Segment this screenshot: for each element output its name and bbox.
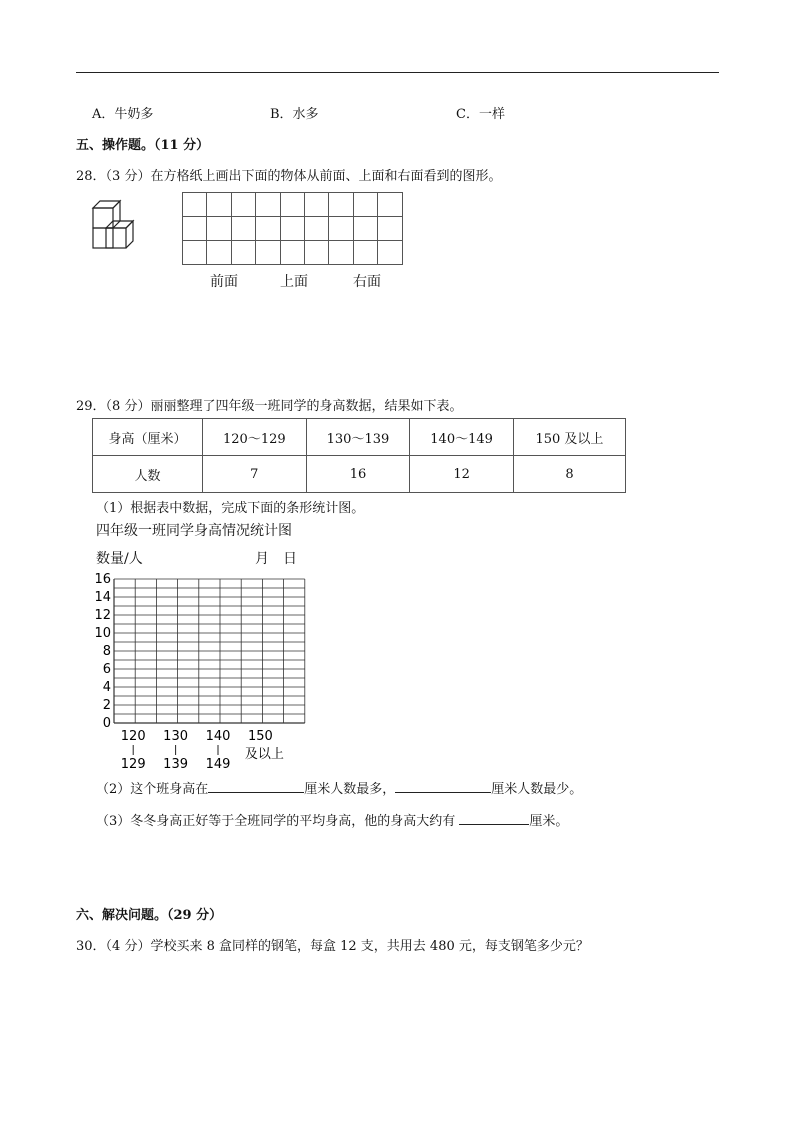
x-tick-label-bottom: 139 <box>163 757 189 772</box>
x-tick-label-top: 150 <box>247 729 273 744</box>
y-tick-label: 2 <box>102 698 111 713</box>
table-cell: 130～139 <box>306 419 410 456</box>
y-tick-label: 16 <box>94 572 111 587</box>
option-a: A．牛奶多 <box>92 107 154 122</box>
x-tick-label-top: 120 <box>120 729 146 744</box>
q30-text: 30．（4 分）学校买来 8 盒同样的钢笔，每盒 12 支，共用去 480 元，每支钢笔多少元？ <box>76 939 589 954</box>
q29-sub1: （1）根据表中数据，完成下面的条形统计图。 <box>96 501 365 516</box>
y-axis-unit: 数量/人 <box>96 551 143 567</box>
table-cell: 120～129 <box>203 419 307 456</box>
date-field: 月 日 <box>255 551 297 567</box>
y-tick-label: 6 <box>102 662 111 677</box>
table-cell: 150 及以上 <box>513 419 625 456</box>
answer-blank-average[interactable] <box>459 812 529 825</box>
table-cell: 7 <box>203 456 307 493</box>
table-row <box>93 419 626 456</box>
answer-blank-most[interactable] <box>208 780 304 793</box>
q29-text: 29．（8 分）丽丽整理了四年级一班同学的身高数据，结果如下表。 <box>76 399 463 414</box>
table-cell: 140～149 <box>410 419 514 456</box>
section-5-heading: 五、操作题。（11 分） <box>76 138 210 153</box>
table-cell: 12 <box>410 456 514 493</box>
sub3-part-a: （3）冬冬身高正好等于全班同学的平均身高，他的身高大约有 <box>96 814 456 829</box>
sub3-part-b: 厘米。 <box>529 814 569 829</box>
table-cell: 8 <box>513 456 625 493</box>
x-tick-label-bottom: 129 <box>120 757 146 772</box>
y-tick-label: 10 <box>94 626 111 641</box>
section-6-heading: 六、解决问题。（29 分） <box>76 908 223 923</box>
option-b: B．水多 <box>270 107 319 122</box>
x-tick-label-top: 140 <box>205 729 231 744</box>
top-rule <box>76 72 719 73</box>
view-label-top: 上面 <box>280 274 308 290</box>
option-c: C．一样 <box>456 107 505 122</box>
y-tick-label: 8 <box>102 644 111 659</box>
y-tick-label: 4 <box>102 680 111 695</box>
y-tick-label: 14 <box>94 590 111 605</box>
q29-sub3 <box>96 810 568 829</box>
bar-chart[interactable] <box>86 570 316 780</box>
y-tick-label: 0 <box>102 716 111 731</box>
grid-paper[interactable] <box>182 192 404 266</box>
view-label-front: 前面 <box>210 274 238 290</box>
sub2-part-b: 厘米人数最多， <box>304 782 396 797</box>
chart-title: 四年级一班同学身高情况统计图 <box>96 523 292 539</box>
q28-text: 28．（3 分）在方格纸上画出下面的物体从前面、上面和右面看到的图形。 <box>76 169 502 184</box>
q29-sub2 <box>96 778 582 797</box>
view-label-right: 右面 <box>353 274 381 290</box>
sub2-part-a: （2）这个班身高在 <box>96 782 209 797</box>
height-data-table <box>92 418 626 493</box>
sub2-part-c: 厘米人数最少。 <box>491 782 583 797</box>
table-cell: 人数 <box>93 456 203 493</box>
table-cell: 16 <box>306 456 410 493</box>
x-tick-label-bottom: 及以上 <box>244 747 284 762</box>
cube-stack-figure <box>88 196 138 254</box>
y-tick-label: 12 <box>94 608 111 623</box>
x-tick-label-top: 130 <box>163 729 189 744</box>
table-cell: 身高（厘米） <box>93 419 203 456</box>
x-tick-label-bottom: 149 <box>205 757 231 772</box>
answer-blank-least[interactable] <box>395 780 491 793</box>
table-row <box>93 456 626 493</box>
